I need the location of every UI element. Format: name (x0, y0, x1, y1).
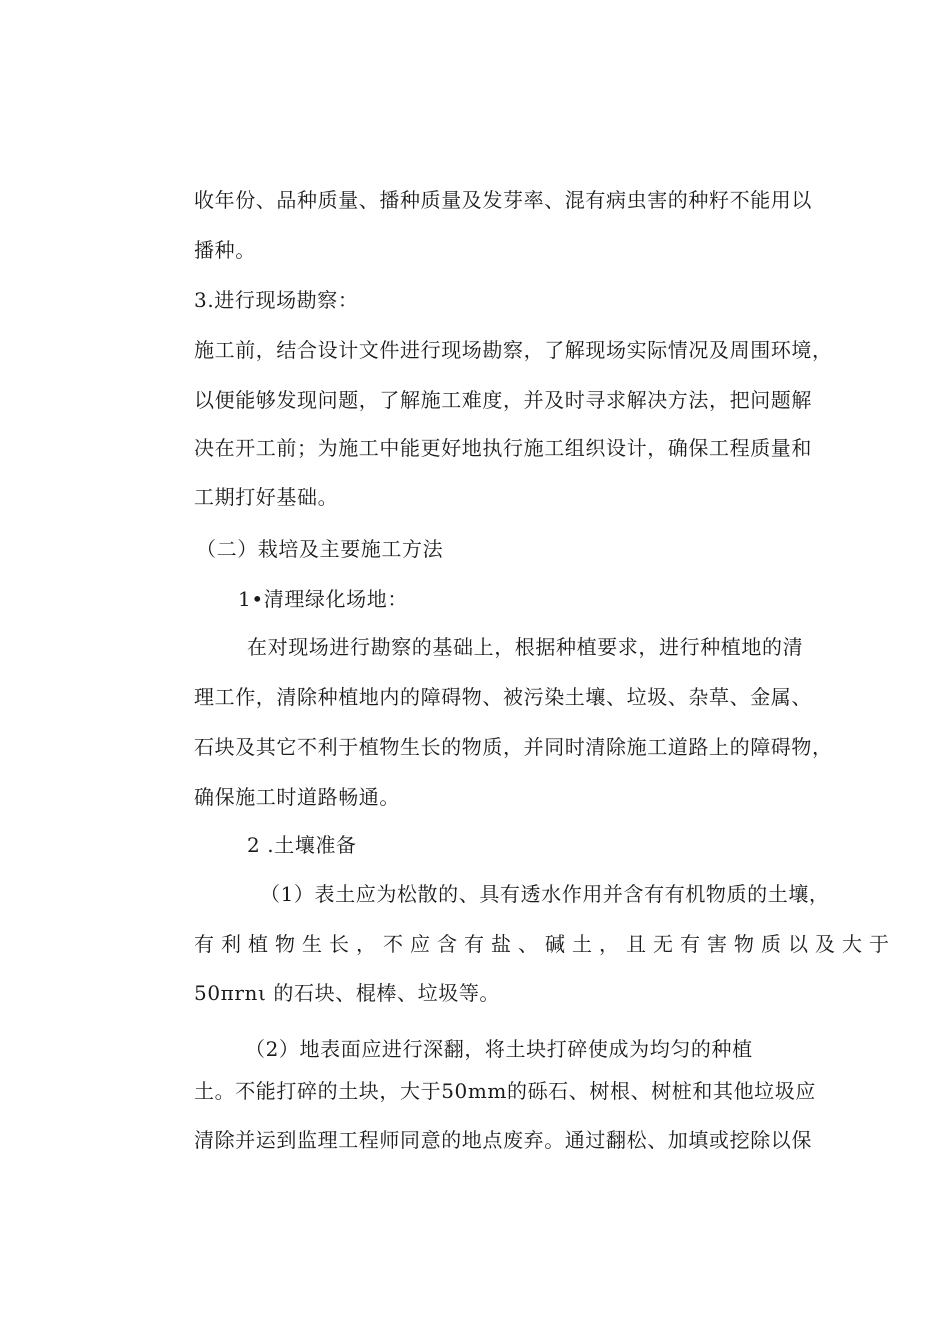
section-heading: 3.进行现场勘察： (194, 288, 359, 312)
chapter-heading: （二）栽培及主要施工方法 (196, 537, 444, 561)
paragraph-line: 播种。 (194, 238, 256, 262)
paragraph-line: 施工前，结合设计文件进行现场勘察，了解现场实际情况及周围环境， (194, 338, 833, 362)
paragraph-line: 石块及其它不利于植物生长的物质，并同时清除施工道路上的障碍物， (194, 735, 833, 759)
paragraph-line: 50πrnι 的石块、棍棒、垃圾等。 (194, 981, 501, 1005)
paragraph-line: 清除并运到监理工程师同意的地点废弃。通过翻松、加填或挖除以保 (194, 1128, 812, 1152)
section-heading: 2 .土壤准备 (247, 833, 357, 857)
paragraph-line: 土。不能打碎的土块，大于50mm的砾石、树根、树桩和其他垃圾应 (194, 1079, 816, 1103)
section-heading: 1•清理绿化场地： (238, 587, 408, 611)
paragraph-line: 收年份、品种质量、播种质量及发芽率、混有病虫害的种籽不能用以 (194, 188, 812, 212)
paragraph-line: 决在开工前；为施工中能更好地执行施工组织设计，确保工程质量和 (194, 436, 812, 460)
paragraph-line: （1）表土应为松散的、具有透水作用并含有有机物质的土壤， (260, 882, 830, 906)
paragraph-line: 理工作，清除种植地内的障碍物、被污染土壤、垃圾、杂草、金属、 (194, 685, 812, 709)
paragraph-line: 确保施工时道路畅通。 (194, 785, 400, 809)
paragraph-line: 在对现场进行勘察的基础上，根据种植要求，进行种植地的清 (247, 635, 804, 659)
paragraph-line: 以便能够发现问题，了解施工难度，并及时寻求解决方法，把问题解 (194, 388, 812, 412)
paragraph-line: 工期打好基础。 (194, 485, 339, 509)
paragraph-line: 有利植物生长，不应含有盐、碱土，且无有害物质以及大于 (194, 932, 896, 956)
paragraph-line: （2）地表面应进行深翻，将土块打碎使成为均匀的种植 (245, 1037, 753, 1061)
